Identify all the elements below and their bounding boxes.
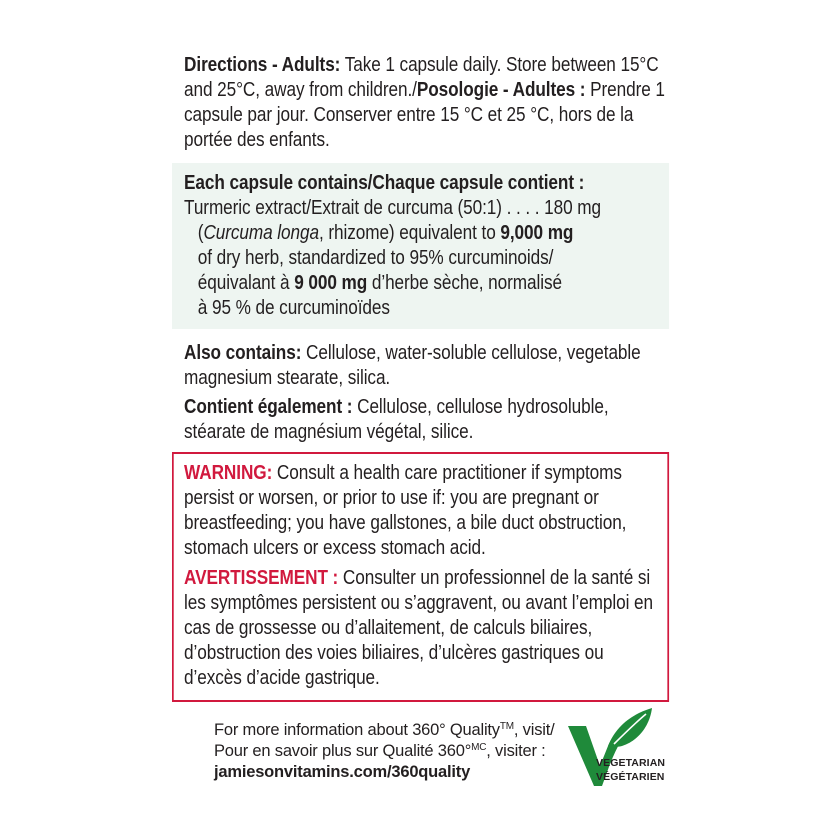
footer-trademark-en: TM <box>499 721 514 732</box>
footer-text-fr: Pour en savoir plus sur Qualité 360° <box>214 742 472 760</box>
ingredient-line-2-rest: , rhizome) equivalent to <box>318 222 501 244</box>
also-contains-fr <box>184 395 666 445</box>
directions-label-fr: Posologie - Adultes : <box>416 79 586 101</box>
vegetarian-text-en: VEGETARIAN <box>596 757 666 769</box>
ingredients-heading: Each capsule contains/Chaque capsule contient : <box>184 172 585 194</box>
vegetarian-badge-text <box>596 756 665 784</box>
ingredients-panel <box>172 163 669 329</box>
also-contains-text-en: Cellulose, water-soluble cellulose, vegetable magnesium stearate, silica. <box>184 342 641 389</box>
directions-text-en: Take 1 capsule daily. Store between 15°C and 25°C, away from children./ <box>184 54 659 101</box>
directions-label-en: Directions - Adults: <box>184 54 341 76</box>
also-contains-label-en: Also contains: <box>184 342 302 364</box>
warning-fr <box>184 566 666 691</box>
ingredient-equivalent-en: 9,000 mg <box>500 222 574 244</box>
directions-section <box>184 53 666 153</box>
ingredient-line-4 <box>184 271 666 296</box>
also-contains-text-fr: Cellulose, cellulose hydrosoluble, stéarate de magnésium végétal, silice. <box>184 396 609 443</box>
ingredient-line-2 <box>184 221 666 246</box>
ingredient-line-3: of dry herb, standardized to 95% curcuminoids/ <box>197 247 554 269</box>
warning-en <box>184 461 666 561</box>
vegetarian-text-fr: VÉGÉTARIEN <box>596 771 665 783</box>
ingredient-line-4-rest: d’herbe sèche, normalisé <box>367 272 562 294</box>
footer-text-en: For more information about 360° Quality <box>214 721 500 739</box>
warning-label-en: WARNING: <box>184 462 273 484</box>
footer-end-fr: , visiter : <box>486 742 546 760</box>
warning-text-fr: Consulter un professionnel de la santé si les symptômes persistent ou s’aggravent, ou avant l’emploi en cas de grossesse ou d’allaitement, de calculs biliaires, d’obstruction des voies biliaires, d’ulcères gastriques ou d’excès d’acide gastrique. <box>184 567 654 689</box>
ingredient-latin-name: Curcuma longa <box>203 222 319 244</box>
also-contains-label-fr: Contient également : <box>184 396 353 418</box>
warning-text-en: Consult a health care practitioner if symptoms persist or worsen, or prior to use if: you are pregnant or breastfeeding; you have gallstones, a bile duct obstruction, stomach ulcers or excess stomach acid. <box>184 462 627 559</box>
warning-box <box>172 452 669 702</box>
ingredient-line-5: à 95 % de curcuminoïdes <box>197 297 390 319</box>
ingredient-line-1: Turmeric extract/Extrait de curcuma (50:1) . . . . 180 mg <box>184 197 601 219</box>
warning-label-fr: AVERTISSEMENT : <box>184 567 339 589</box>
footer-url[interactable]: jamiesonvitamins.com/360quality <box>214 763 471 781</box>
ingredient-line-4-start: équivalant à <box>197 272 295 294</box>
directions-text-fr: Prendre 1 capsule par jour. Conserver entre 15 °C et 25 °C, hors de la portée des enfants. <box>184 79 665 151</box>
footer-trademark-fr: MC <box>471 742 487 753</box>
footer-end-en: , visit/ <box>513 721 555 739</box>
ingredient-line-2-open: ( <box>197 222 204 244</box>
ingredient-equivalent-fr: 9 000 mg <box>294 272 368 294</box>
also-contains-en <box>184 341 666 391</box>
also-contains-section <box>184 341 666 445</box>
